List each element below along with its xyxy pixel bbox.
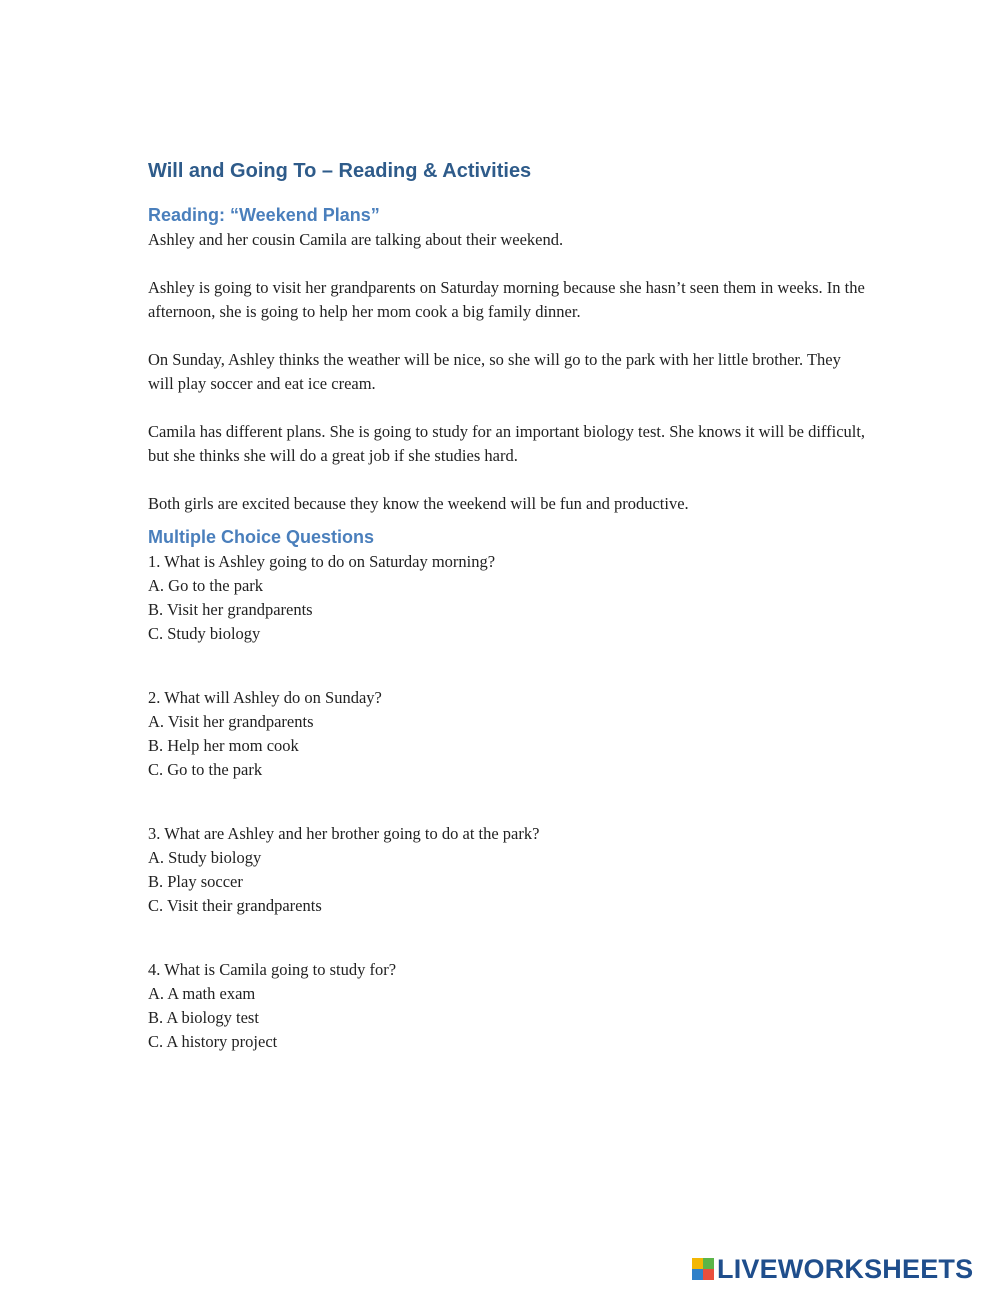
reading-paragraph: Ashley is going to visit her grandparents on Saturday morning because she hasn’t seen them in weeks. In the afternoon, she is going to help her mom cook a big family dinner. — [148, 278, 865, 321]
answer-option[interactable]: C. Study biology — [148, 624, 261, 643]
answer-option[interactable]: B. Visit her grandparents — [148, 600, 313, 619]
answer-option[interactable]: C. Go to the park — [148, 760, 263, 779]
answer-option[interactable]: B. Help her mom cook — [148, 736, 299, 755]
answer-option[interactable]: A. Go to the park — [148, 576, 264, 595]
answer-option[interactable]: A. Study biology — [148, 848, 262, 867]
answer-option[interactable]: C. Visit their grandparents — [148, 896, 322, 915]
answer-option[interactable]: A. A math exam — [148, 984, 256, 1003]
logo-block — [703, 1258, 714, 1269]
reading-paragraph: Camila has different plans. She is going to study for an important biology test. She knows it will be difficult, but she thinks she will do a great job if she studies hard. — [148, 422, 866, 465]
question-block — [148, 550, 868, 646]
logo-block — [692, 1269, 703, 1280]
worksheet-page — [148, 156, 868, 1054]
logo-block — [692, 1258, 703, 1269]
reading-paragraph: On Sunday, Ashley thinks the weather will be nice, so she will go to the park with her little brother. They will play soccer and eat ice cream. — [148, 350, 841, 393]
reading-paragraph: Ashley and her cousin Camila are talking about their weekend. — [148, 230, 564, 249]
question-block — [148, 686, 868, 782]
answer-option[interactable]: A. Visit her grandparents — [148, 712, 314, 731]
question-text: 4. What is Camila going to study for? — [148, 960, 397, 979]
reading-paragraph: Both girls are excited because they know the weekend will be fun and productive. — [148, 494, 689, 513]
page-title: Will and Going To – Reading & Activities — [148, 160, 532, 182]
question-text: 2. What will Ashley do on Sunday? — [148, 688, 382, 707]
logo-block — [703, 1269, 714, 1280]
logo-blocks-icon — [692, 1258, 714, 1280]
question-block — [148, 958, 868, 1054]
reading-heading: Reading: “Weekend Plans” — [148, 205, 380, 225]
question-text: 3. What are Ashley and her brother going to do at the park? — [148, 824, 540, 843]
question-text: 1. What is Ashley going to do on Saturday morning? — [148, 552, 496, 571]
logo-text: LIVEWORKSHEETS — [717, 1254, 974, 1284]
answer-option[interactable]: C. A history project — [148, 1032, 278, 1051]
answer-option[interactable]: B. A biology test — [148, 1008, 259, 1027]
answer-option[interactable]: B. Play soccer — [148, 872, 243, 891]
mcq-heading: Multiple Choice Questions — [148, 527, 375, 547]
liveworksheets-logo — [692, 1254, 973, 1284]
question-block — [148, 822, 868, 918]
